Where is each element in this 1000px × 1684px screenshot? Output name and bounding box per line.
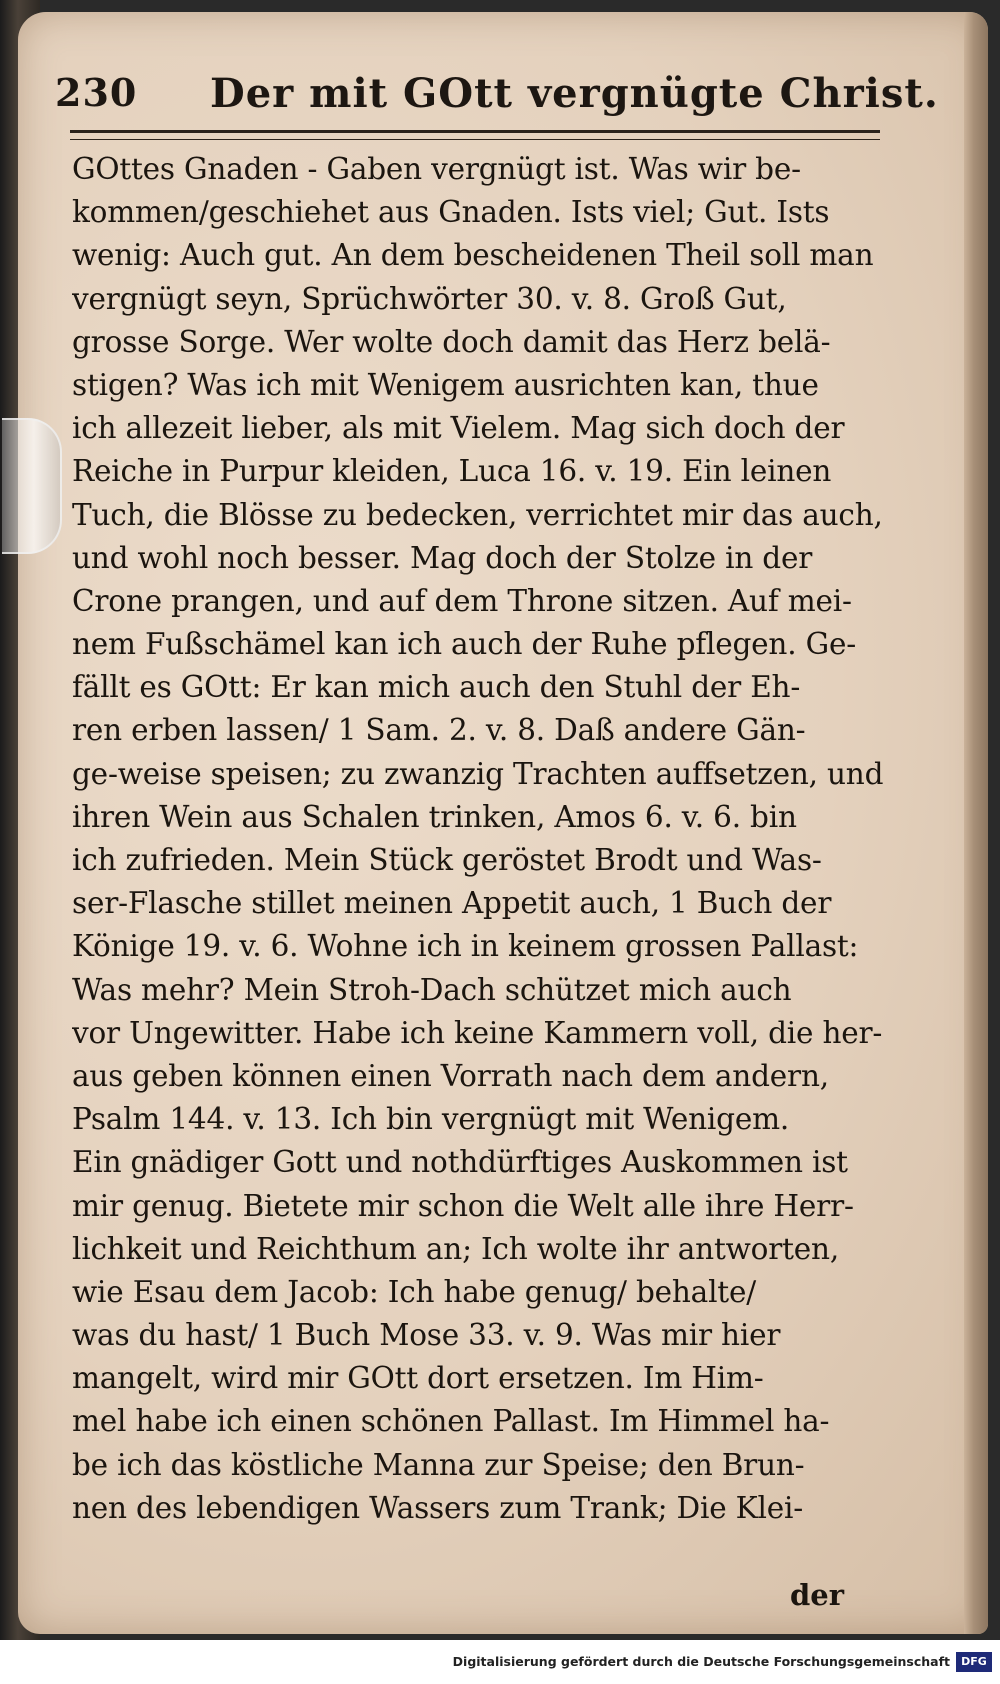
text-line: mel habe ich einen schönen Pallast. Im Himmel ha- [72, 1404, 830, 1439]
text-line: ich allezeit lieber, als mit Vielem. Mag sich doch der [72, 411, 845, 446]
text-line: kommen/geschiehet aus Gnaden. Ists viel; Gut. Ists [72, 195, 830, 230]
page-clip [2, 418, 62, 554]
text-line: nem Fußschämel kan ich auch der Ruhe pflegen. Ge- [72, 627, 856, 662]
page-number: 230 [55, 70, 138, 115]
catchword: der [790, 1578, 845, 1612]
text-line: Was mehr? Mein Stroh-Dach schützet mich auch [72, 972, 792, 1007]
text-line: Reiche in Purpur kleiden, Luca 16. v. 19. Ein leinen [72, 454, 832, 489]
text-line: grosse Sorge. Wer wolte doch damit das Herz belä- [72, 324, 831, 359]
text-line: Crone prangen, und auf dem Throne sitzen. Auf mei- [72, 583, 852, 618]
text-line: was du hast/ 1 Buch Mose 33. v. 9. Was mir hier [72, 1318, 781, 1353]
text-line: Ein gnädiger Gott und nothdürftiges Auskommen ist [72, 1145, 848, 1180]
text-line: ihren Wein aus Schalen trinken, Amos 6. v. 6. bin [72, 799, 797, 834]
text-line: ren erben lassen/ 1 Sam. 2. v. 8. Daß andere Gän- [72, 713, 806, 748]
dfg-logo: DFG [956, 1652, 992, 1672]
text-line: ser-Flasche stillet meinen Appetit auch, 1 Buch der [72, 886, 832, 921]
page-edge [964, 12, 988, 1634]
header-rule [70, 130, 880, 140]
text-line: mangelt, wird mir GOtt dort ersetzen. Im Him- [72, 1361, 764, 1396]
text-line: mir genug. Bietete mir schon die Welt alle ihre Herr- [72, 1188, 854, 1223]
text-line: stigen? Was ich mit Wenigem ausrichten kan, thue [72, 367, 819, 402]
text-line: ich zufrieden. Mein Stück geröstet Brodt und Was- [72, 843, 822, 877]
text-line: wenig: Auch gut. An dem bescheidenen Theil soll man [72, 238, 874, 273]
text-line: vergnügt seyn, Sprüchwörter 30. v. 8. Groß Gut, [72, 281, 787, 316]
text-line: wie Esau dem Jacob: Ich habe genug/ behalte/ [72, 1274, 756, 1309]
text-line: ge-weise speisen; zu zwanzig Trachten auffsetzen, und [72, 756, 884, 791]
text-line: vor Ungewitter. Habe ich keine Kammern voll, die her- [72, 1015, 883, 1050]
text-line: Könige 19. v. 6. Wohne ich in keinem grossen Pallast: [72, 929, 859, 964]
text-line: fällt es GOtt: Er kan mich auch den Stuhl der Eh- [72, 670, 801, 705]
text-line: Tuch, die Blösse zu bedecken, verrichtet mir das auch, [72, 497, 883, 532]
footer-bar [0, 1640, 1000, 1684]
text-line: be ich das köstliche Manna zur Speise; den Brun- [72, 1447, 805, 1482]
running-title: Der mit GOtt vergnügte Christ. [210, 70, 939, 117]
text-line: Psalm 144. v. 13. Ich bin vergnügt mit Wenigem. [72, 1102, 790, 1137]
text-line: und wohl noch besser. Mag doch der Stolze in der [72, 540, 813, 575]
text-line: lichkeit und Reichthum an; Ich wolte ihr antworten, [72, 1231, 840, 1266]
body-text [72, 148, 892, 1530]
text-line: aus geben können einen Vorrath nach dem andern, [72, 1058, 829, 1093]
funding-credit: Digitalisierung gefördert durch die Deutsche Forschungsgemeinschaft [452, 1654, 950, 1669]
text-line: GOttes Gnaden - Gaben vergnügt ist. Was wir be- [72, 152, 801, 186]
text-line: nen des lebendigen Wassers zum Trank; Die Klei- [72, 1490, 803, 1525]
